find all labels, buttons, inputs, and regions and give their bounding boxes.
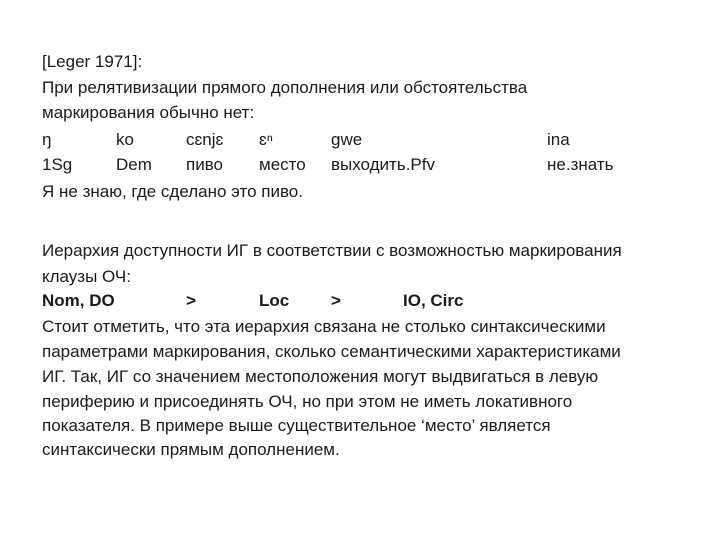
gloss-label: выходить.Pfv <box>331 155 435 174</box>
translation: Я не знаю, где сделано это пиво. <box>42 182 303 201</box>
gloss-word: cɛnjɛ <box>186 130 224 149</box>
paragraph-line: Стоит отметить, что эта иерархия связана не столько синтаксическими <box>42 317 606 336</box>
paragraph-line: показателя. В примере выше существительное ‘место’ является <box>42 416 551 435</box>
gloss-label: пиво <box>186 155 223 174</box>
hierarchy-arrow: > <box>186 291 196 310</box>
hierarchy-intro-line-1: Иерархия доступности ИГ в соответствии с возможностью маркирования <box>42 241 622 260</box>
paragraph-line: периферию и присоединять ОЧ, но при этом не иметь локативного <box>42 392 573 411</box>
hierarchy-arrow: > <box>331 291 341 310</box>
gloss-label: место <box>259 155 306 174</box>
reference: [Leger 1971]: <box>42 52 143 71</box>
gloss-word: ina <box>547 130 570 149</box>
gloss-label: не.знать <box>547 155 614 174</box>
gloss-word: ɛⁿ <box>259 130 273 149</box>
intro-line-2: маркирования обычно нет: <box>42 103 255 122</box>
hierarchy-intro-line-2: клаузы ОЧ: <box>42 267 131 286</box>
paragraph-line: ИГ. Так, ИГ со значением местоположения могут выдвигаться в левую <box>42 367 599 386</box>
gloss-label: Dem <box>116 155 152 174</box>
gloss-word: ko <box>116 130 134 149</box>
paragraph-line: синтаксически прямым дополнением. <box>42 440 340 459</box>
gloss-word: ŋ <box>42 130 52 149</box>
hierarchy-item: IO, Circ <box>403 291 464 310</box>
hierarchy-item: Loc <box>259 291 290 310</box>
intro-line-1: При релятивизации прямого дополнения или обстоятельства <box>42 78 528 97</box>
paragraph-line: параметрами маркирования, сколько семантическими характеристиками <box>42 342 621 361</box>
gloss-word: gwe <box>331 130 363 149</box>
gloss-label: 1Sg <box>42 155 73 174</box>
hierarchy-item: Nom, DO <box>42 291 115 310</box>
